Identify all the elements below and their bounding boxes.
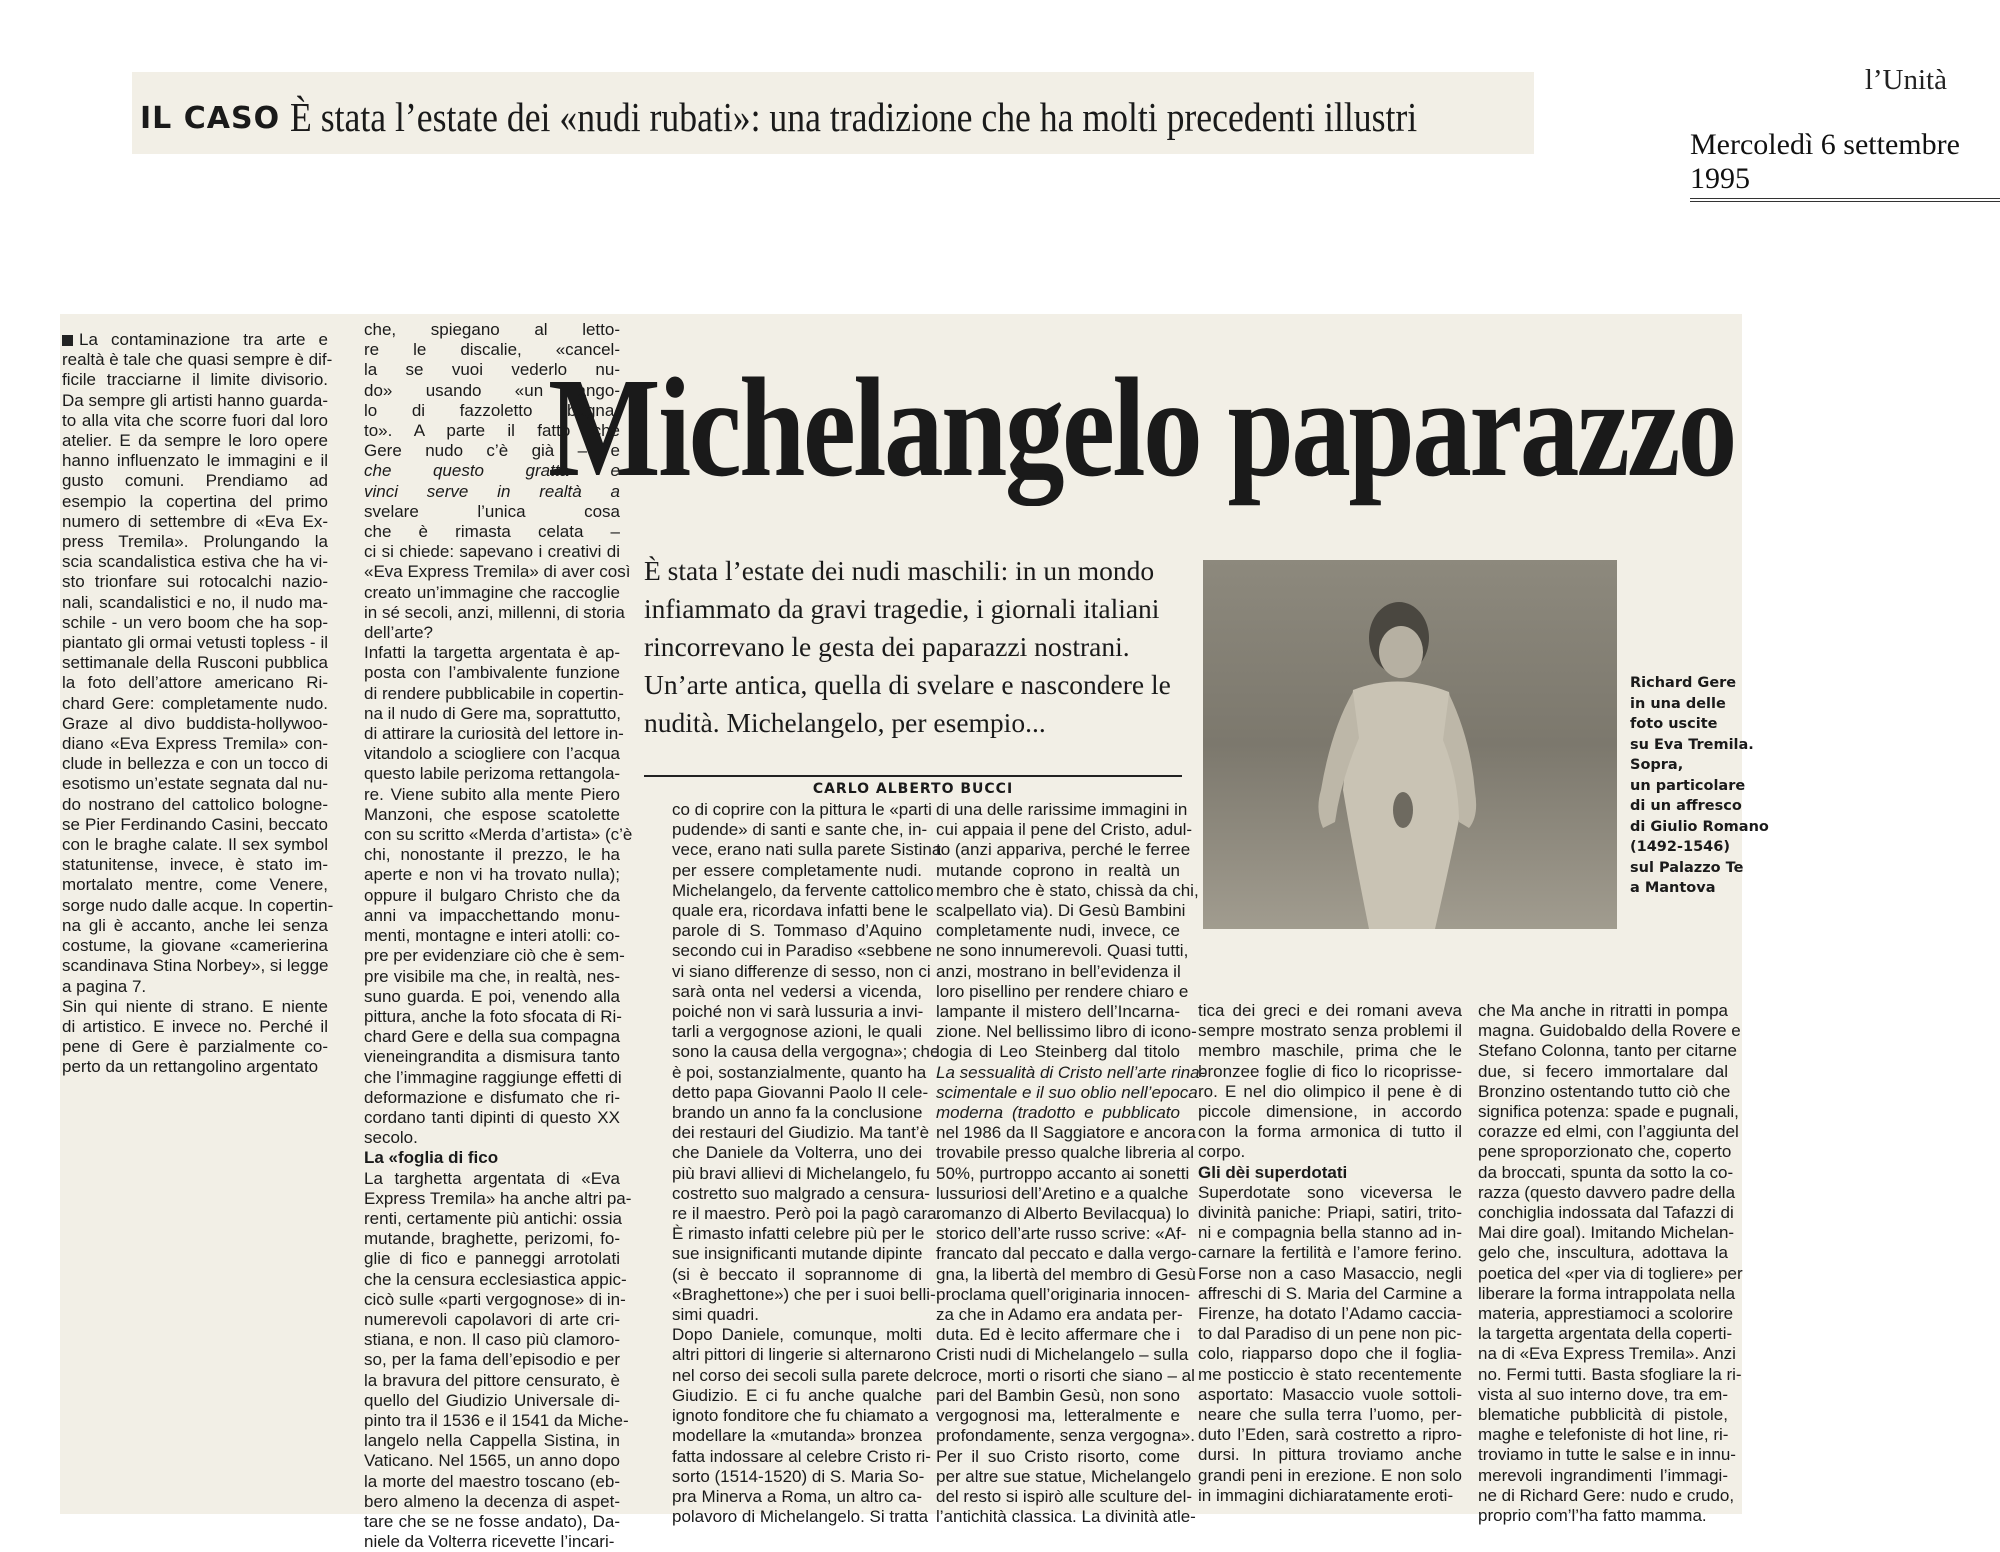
text-line: «Braghettone») che per i suoi belli- [672, 1284, 936, 1304]
text-line: dell’arte? [364, 623, 433, 643]
text-line: to». A parte il fatto che [364, 421, 620, 441]
text-line: niele da Volterra ricevette l’incari- [364, 1532, 615, 1552]
text-line: schile - un vero boom che ha sop- [62, 612, 328, 632]
text-line: la foto dell’attore americano Ri- [62, 673, 328, 693]
text-line: ni e compagnia bella stanno ad in- [1198, 1223, 1462, 1243]
text-line: ro. E nel dio olimpico il pene è di [1198, 1081, 1462, 1101]
text-line: magna. Guidobaldo della Rovere e [1478, 1021, 1741, 1041]
text-line: Manzoni, che espose scatolette [364, 804, 620, 824]
text-line: duto l’Eden, sarà costretto a ripro- [1198, 1425, 1462, 1445]
text-line: anzi, mostrano in bell’evidenza il [936, 961, 1181, 981]
text-line: neare che sulla terra l’uomo, per- [1198, 1405, 1462, 1425]
text-line: clude in bellezza e con un tocco di [62, 754, 328, 774]
text-line: renti, certamente più antichi: ossia [364, 1208, 622, 1228]
lede-line: nudità. Michelangelo, per esempio... [644, 707, 1046, 738]
text-line: razza (questo davvero padre della [1478, 1182, 1736, 1202]
text-line: materia, apprestiamoci a scolorire [1478, 1304, 1734, 1324]
text-line: Infatti la targetta argentata è ap- [364, 643, 620, 663]
text-line: proclama quell’originaria innocen- [936, 1284, 1191, 1304]
text-line: liberare la forma intrappolata nella [1478, 1283, 1736, 1303]
text-line: del resto si ispirò alle sculture del- [936, 1486, 1193, 1506]
text-line: Mai dire goal). Imitando Michelan- [1478, 1223, 1735, 1243]
text-line: La contaminazione tra arte e [62, 330, 328, 350]
text-line: Express Tremila» ha anche altri pa- [364, 1188, 632, 1208]
text-line: svelare l’unica cosa [364, 501, 620, 521]
text-line: glie di fico e panneggi arrotolati [364, 1249, 620, 1269]
text-line: dursi. In pittura troviamo anche [1198, 1445, 1462, 1465]
text-line: la se vuoi vederlo nu- [364, 360, 620, 380]
text-line: loro pisellino per rendere chiaro e [936, 981, 1189, 1001]
text-line: co di coprire con la pittura le «parti [672, 800, 932, 819]
text-line: langelo nella Cappella Sistina, in [364, 1431, 620, 1451]
text-line: hanno influenzato le immagini e il [62, 451, 328, 471]
text-line: scalpellato via). Di Gesù Bambini [936, 901, 1186, 921]
subheading: La «foglia di fico [364, 1148, 499, 1168]
text-line: Da sempre gli artisti hanno guarda- [62, 390, 328, 410]
text-line: perto da un rettangolino argentato [62, 1057, 319, 1077]
text-line: poiché non vi sarà lussuria a invi- [672, 1002, 924, 1022]
text-line: chard Gere: completamente nudo. [62, 693, 328, 713]
text-line: merevoli ingrandimenti l’immagi- [1478, 1465, 1728, 1485]
text-line: na il nudo di Gere ma, soprattutto, [364, 703, 622, 723]
text-line: due, si fecero immortalare dal [1478, 1061, 1728, 1081]
text-line: di attirare la curiosità del lettore in- [364, 724, 624, 744]
text-line: quale era, ricordava infatti bene le [672, 901, 929, 921]
text-line: pene sproporzionato che, coperto [1478, 1142, 1732, 1162]
text-line: vista al suo interno dove, tra em- [1478, 1384, 1728, 1404]
column-2 [364, 320, 633, 1552]
text-line: Vaticano. Nel 1565, un anno dopo [364, 1451, 620, 1471]
text-line: La sessualità di Cristo nell’arte rina- [936, 1062, 1206, 1082]
text-line: È rimasto infatti celebre più per le [672, 1224, 925, 1244]
text-line: trovabile presso qualche libreria al [936, 1143, 1194, 1163]
photo-caption [1630, 673, 1770, 899]
text-line: dei restauri del Giudizio. Ma tant’è [672, 1123, 930, 1143]
text-line: affreschi di S. Maria del Carmine a [1198, 1283, 1462, 1303]
text-line: anni va impacchettando monu- [364, 905, 620, 925]
text-line: costume, la giovane «camerierina [62, 936, 328, 956]
text-line: so, per la fama dell’episodio e per [364, 1350, 620, 1370]
text-line: Giudizio. E ci fu anche qualche [672, 1385, 922, 1405]
text-line: Dopo Daniele, comunque, molti [672, 1325, 922, 1345]
text-line: numerevoli capolavori di arte cri- [364, 1309, 620, 1329]
text-line: che l’immagine raggiunge effetti di [364, 1067, 622, 1087]
text-line: re. Viene subito alla mente Piero [364, 784, 620, 804]
text-line: zione. Nel bellissimo libro di icono- [936, 1022, 1197, 1042]
text-line: vergognosi ma, letteralmente e [936, 1406, 1180, 1426]
text-line: vi siano differenze di sesso, non ci [672, 961, 931, 981]
text-line: completamente nudi, invece, ce [936, 921, 1180, 941]
text-line: no. Fermi tutti. Basta sfogliare la ri- [1478, 1364, 1742, 1384]
text-line: piantato gli ormai vetusti topless - il [62, 633, 328, 653]
lede-line: infiammato da gravi tragedie, i giornali italiani [644, 593, 1160, 624]
text-line: mutande, braghette, perizomi, fo- [364, 1229, 620, 1249]
text-line: più bravi allievi di Michelangelo, fu [672, 1163, 930, 1183]
text-line: cui appaia il pene del Cristo, adul- [936, 820, 1193, 840]
text-line: di rendere pubblicabile in copertin- [364, 683, 624, 703]
text-line: significa potenza: spade e pugnali, [1478, 1102, 1739, 1122]
caption-line: un particolare [1630, 777, 1746, 794]
text-line: con le braghe calate. Il sex symbol [62, 835, 328, 855]
text-line: numero di settembre di «Eva Ex- [62, 511, 328, 531]
text-line: a pagina 7. [62, 976, 147, 996]
text-line: do» usando «un ango- [364, 380, 620, 400]
text-line: settimanale della Rusconi pubblica [62, 653, 328, 673]
lede [644, 552, 1204, 742]
newspaper-name: l’Unità [1864, 64, 1947, 96]
caption-line: su Eva Tremila. [1630, 736, 1754, 753]
text-line: pre visibile ma che, in realtà, nes- [364, 966, 620, 986]
text-line: vinci serve in realtà a [364, 481, 620, 501]
kicker: IL CASO [140, 101, 281, 136]
text-line: simi quadri. [672, 1305, 759, 1325]
text-line: duta. Ed è lecito affermare che i [936, 1325, 1180, 1345]
text-line: Stefano Colonna, tanto per citarne [1478, 1041, 1737, 1061]
text-line: 50%, purtroppo accanto ai sonetti [936, 1163, 1190, 1183]
text-line: l’antichità classica. La divinità atle- [936, 1507, 1196, 1527]
text-line: storico dell’arte russo scrive: «Af- [936, 1224, 1187, 1244]
text-line: profondamente, senza vergogna». [936, 1426, 1195, 1446]
text-line: diano «Eva Express Tremila» con- [62, 734, 328, 754]
text-line: ne sono innumerevoli. Quasi tutti, [936, 941, 1189, 961]
text-line: vieneingrandita a dismisura tanto [364, 1047, 620, 1067]
text-line: sorge nudo dalle acque. In copertin- [62, 895, 334, 915]
text-line: blematiche pubblicità di pistole, [1478, 1405, 1728, 1425]
text-line: za che in Adamo era andata per- [936, 1305, 1183, 1325]
text-line: nel 1986 da Il Saggiatore e ancora [936, 1123, 1196, 1143]
publication-date: Mercoledì 6 settembre 1995 [1690, 128, 2000, 202]
lede-line: Un’arte antica, quella di svelare e nascondere le [644, 669, 1171, 700]
text-line: stiana, e non. Il caso più clamoro- [364, 1330, 620, 1350]
text-line: esempio la copertina del primo [62, 491, 328, 511]
text-line: carnare la fertilità e l’amore ferino. [1198, 1243, 1462, 1263]
column-1 [62, 330, 334, 1078]
text-line: Michelangelo, da fervente cattolico [672, 880, 934, 900]
text-line: corpo. [1198, 1142, 1246, 1162]
text-line: scandinava Stina Norbey», si legge [62, 956, 329, 976]
text-line: in sé secoli, anzi, millenni, di storia [364, 602, 625, 622]
text-line: pene di Gere è parzialmente co- [62, 1037, 328, 1057]
text-line: sto trionfare sui rotocalchi nazio- [62, 572, 328, 592]
text-line: che la censura ecclesiastica appic- [364, 1269, 627, 1289]
text-line: re il maestro. Però poi la pagò cara. [672, 1204, 942, 1224]
caption-line: foto uscite [1630, 716, 1718, 732]
photo-richard-gere [1203, 560, 1617, 929]
text-line: me posticcio è stato recentemente [1198, 1364, 1462, 1384]
text-line: vitandolo a sciogliere con l’acqua [364, 744, 620, 764]
text-line: Bronzino ostentando tutto ciò che [1478, 1081, 1731, 1101]
text-line: di artistico. E invece no. Perché il [62, 1016, 328, 1036]
headline: Michelangelo paparazzo [548, 348, 1735, 506]
text-line: che Daniele da Volterra, uno dei [672, 1143, 922, 1163]
text-line: questo labile perizoma rettangola- [364, 764, 621, 784]
text-line: logia di Leo Steinberg dal titolo [936, 1042, 1180, 1062]
caption-line: di Giulio Romano [1630, 818, 1769, 835]
text-line: Gere nudo c’è già – e [364, 441, 620, 461]
text-line: corazze ed elmi, con l’aggiunta del [1478, 1122, 1739, 1142]
text-line: membro che è stato, chissà da chi, [936, 880, 1199, 900]
text-line: asportato: Masaccio vuole sottoli- [1198, 1384, 1462, 1404]
caption-line: di un affresco [1630, 798, 1742, 814]
text-line: in immagini dichiaratamente eroti- [1198, 1485, 1454, 1505]
text-line: na di «Eva Express Tremila». Anzi [1478, 1344, 1736, 1364]
text-line: gelo che, insculturа, adottava la [1478, 1243, 1728, 1263]
text-line: chi, nonostante il prezzo, le ha [364, 845, 620, 865]
text-line: colo, riapparso dopo che il foglia- [1198, 1344, 1462, 1364]
text-line: che questo gratta e [364, 461, 620, 481]
text-line: pra Minerva a Roma, un altro ca- [672, 1486, 922, 1506]
caption-line: in una delle [1630, 695, 1726, 712]
text-line: La targhetta argentata di «Eva [364, 1168, 620, 1188]
text-line: Firenze, ha dotato l’Adamo caccia- [1198, 1304, 1462, 1324]
text-line: per altre sue statue, Michelangelo [936, 1466, 1192, 1486]
text-line: costretto suo malgrado a censura- [672, 1183, 930, 1203]
text-line: gusto comuni. Prendiamo ad [62, 471, 328, 491]
subtitle: È stata l’estate dei «nudi rubati»: una tradizione che ha molti precedenti illustri [290, 94, 1418, 140]
text-line: press Tremila». Prolungando la [62, 532, 328, 552]
text-line: membro maschile, prima che le [1198, 1041, 1462, 1061]
text-line: brando un anno fa la conclusione [672, 1103, 923, 1123]
text-line: lussuriosi dell’Aretino e a qualche [936, 1183, 1189, 1203]
text-line: pre per evidenziare ciò che è sem- [364, 946, 625, 966]
text-line: troviamo in tutte le salse e in innu- [1478, 1445, 1736, 1465]
text-line: la morte del maestro toscano (eb- [364, 1471, 620, 1491]
text-line: tare che se ne fosse andato), Da- [364, 1511, 620, 1531]
text-line: mutande coprono in realtà un [936, 860, 1180, 880]
text-line: con la forma armonica di tutto il [1198, 1122, 1462, 1142]
text-line: secolo. [364, 1128, 418, 1148]
text-line: di una delle rarissime immagini in [936, 800, 1188, 819]
text-line: ficile tracciarne il limite divisorio. [62, 370, 328, 390]
text-line: posta con l’ambivalente funzione [364, 663, 620, 683]
lede-line: rincorrevano le gesta dei paparazzi nostrani. [644, 631, 1130, 662]
text-line: pinto tra il 1536 e il 1541 da Miche- [364, 1410, 629, 1430]
text-line: vece, erano nati sulla parete Sistina [672, 840, 942, 860]
text-line: Forse non a caso Masaccio, negli [1198, 1263, 1462, 1283]
text-line: altri pittori di lingerie si alternarono [672, 1345, 931, 1365]
text-line: «Eva Express Tremila» di aver così [364, 562, 631, 582]
text-line: divinità paniche: Priapi, satiri, trito- [1198, 1203, 1462, 1223]
text-line: atelier. E da sempre le loro opere [62, 431, 328, 451]
text-line: moderna (tradotto e pubblicato [936, 1103, 1180, 1123]
text-line: tica dei greci e dei romani aveva [1198, 1001, 1462, 1020]
text-line: ci si chiede: sapevano i creativi di [364, 542, 620, 562]
text-line: realtà è tale che quasi sempre è dif- [62, 350, 333, 370]
text-line: (si è beccato il soprannome di [672, 1264, 922, 1284]
text-line: da broccati, spunta da sotto la co- [1478, 1162, 1734, 1182]
text-line: re le discalie, «cancel- [364, 340, 620, 360]
text-line: to dal Paradiso di un pene non pic- [1198, 1324, 1462, 1344]
column-6 [1478, 1001, 1743, 1526]
text-line: la targetta argentata della coperti- [1478, 1324, 1733, 1344]
text-line: sono la causa della vergogna»; che [672, 1042, 940, 1062]
text-line: è poi, sostanzialmente, quanto ha [672, 1062, 927, 1082]
text-line: statunitense, invece, è stato im- [62, 855, 328, 875]
text-line: Sin qui niente di strano. E niente [62, 996, 328, 1016]
text-line: aperte e non vi ha trovato nulla); [364, 865, 620, 885]
text-line: pari del Bambin Gesù, non sono [936, 1385, 1180, 1405]
text-line: sorto (1514-1520) di S. Maria So- [672, 1466, 925, 1486]
text-line: nel corso dei secoli sulla parete del [672, 1365, 937, 1385]
text-line: lampante il mistero dell’Incarna- [936, 1002, 1180, 1022]
text-line: to alla vita che scorre fuori dal loro [62, 410, 328, 430]
text-line: esotismo un’estate segnata dal nu- [62, 774, 328, 794]
caption-line: Richard Gere [1630, 675, 1737, 691]
text-line: ne di Richard Gere: nudo e crudo, [1478, 1485, 1735, 1505]
text-line: che Ma anche in ritratti in pompa [1478, 1001, 1728, 1020]
text-line: quello del Giudizio Universale di- [364, 1390, 620, 1410]
column-4 [936, 800, 1206, 1527]
column-5 [1198, 1001, 1462, 1506]
text-line: Per il suo Cristo risorto, come [936, 1446, 1180, 1466]
text-line: che, spiegano al letto- [364, 320, 620, 339]
text-line: menti, montagne e interi atolli: co- [364, 926, 620, 946]
text-line: nali, scandalistici e no, il nudo ma- [62, 592, 328, 612]
text-line: pudende» di santi e sante che, in- [672, 820, 928, 840]
text-line: romanzo di Alberto Bevilacqua) lo [936, 1204, 1190, 1224]
text-line: francato dal peccato e dalla vergo- [936, 1244, 1197, 1264]
text-line: piccole dimensione, in accordo [1198, 1102, 1462, 1122]
text-line: bronzee foglie di fico lo ricoprisse- [1198, 1061, 1462, 1081]
text-line: poetica del «per via di togliere» per [1478, 1263, 1743, 1283]
text-line: se Pier Ferdinando Casini, beccato [62, 814, 328, 834]
caption-line: Sopra, [1630, 757, 1684, 773]
text-line: detto papa Giovanni Paolo II cele- [672, 1082, 929, 1102]
text-line: Cristi nudi di Michelangelo – sulla [936, 1345, 1189, 1365]
text-line: maghe e telefoniste di hot line, ri- [1478, 1425, 1729, 1445]
text-line: parole di S. Tommaso d’Aquino [672, 921, 922, 941]
text-line: conchiglia indossata dal Tafazzi di [1478, 1203, 1734, 1223]
paragraph-marker-icon [62, 335, 73, 346]
caption-line: a Mantova [1630, 880, 1716, 896]
text-line: Graze al divo buddista-hollywoo- [62, 713, 328, 733]
text-line: che è rimasta celata – [364, 522, 620, 542]
lede-line: È stata l’estate dei nudi maschili: in un mondo [644, 555, 1155, 586]
text-line: bero almeno la decenza di aspet- [364, 1491, 620, 1511]
text-line: chard Gere e della sua compagna [364, 1027, 621, 1047]
text-line: suno guarda. E poi, venendo alla [364, 986, 620, 1006]
caption-line: (1492-1546) [1630, 839, 1730, 855]
byline: CARLO ALBERTO BUCCI [644, 775, 1182, 797]
text-line: ignoto fonditore che fu chiamato a [672, 1406, 929, 1426]
text-line: gna, la libertà del membro di Gesù [936, 1264, 1196, 1284]
text-line: mortalato mentre, come Venere, [62, 875, 328, 895]
text-line: creato un’immagine che raccoglie [364, 582, 620, 602]
text-line: polavoro di Michelangelo. Si tratta [672, 1507, 929, 1527]
text-line: pittura, anche la foto sfocata di Ri- [364, 1006, 622, 1026]
text-line: la bravura del pittore censurato, è [364, 1370, 620, 1390]
text-line: cordano tanti dipinti di questo XX [364, 1107, 620, 1127]
text-line: tarli a vergognose azioni, le quali [672, 1022, 922, 1042]
text-line: Superdotate sono viceversa le [1198, 1182, 1462, 1202]
text-line: na gli è accanto, anche lei senza [62, 915, 328, 935]
text-line: deformazione e disfumato che ri- [364, 1087, 620, 1107]
text-line: scimentale e il suo oblio nell’epoca [936, 1082, 1198, 1102]
text-line: sarà onta nel vedersi a vicenda, [672, 981, 922, 1001]
text-line: proprio com’l’ha fatto mamma. [1478, 1506, 1707, 1526]
text-line: fatta indossare al celebre Cristo ri- [672, 1446, 931, 1466]
text-line: modellare la «mutanda» bronzea [672, 1426, 922, 1446]
text-line: per essere completamente nudi. [672, 860, 922, 880]
text-line: sempre mostrato senza problemi il [1198, 1021, 1462, 1041]
text-line: scia scandalistica estiva che ha vi- [62, 552, 328, 572]
text-line: cicò sulle «parti vergognose» di in- [364, 1289, 626, 1309]
text-line: secondo cui in Paradiso «sebbene [672, 941, 932, 961]
text-line: sue insignificanti mutande dipinte [672, 1244, 923, 1264]
column-3 [672, 800, 942, 1527]
caption-line: sul Palazzo Te [1630, 859, 1744, 876]
photo-figure [1203, 560, 1617, 929]
text-line: lo di fazzoletto bagna- [364, 400, 620, 420]
text-line: do nostrano del cattolico bologne- [62, 794, 328, 814]
text-line: to (anzi appariva, perché le ferree [936, 840, 1191, 860]
text-line: oppure il bulgaro Christo che da [364, 885, 620, 905]
text-line: grandi peni in erezione. E non solo [1198, 1465, 1462, 1485]
subheading: Gli dèi superdotati [1198, 1162, 1348, 1182]
text-line: croce, morti o risorti che siano – al [936, 1365, 1195, 1385]
text-line: con su scritto «Merda d’artista» (c’è [364, 825, 633, 845]
